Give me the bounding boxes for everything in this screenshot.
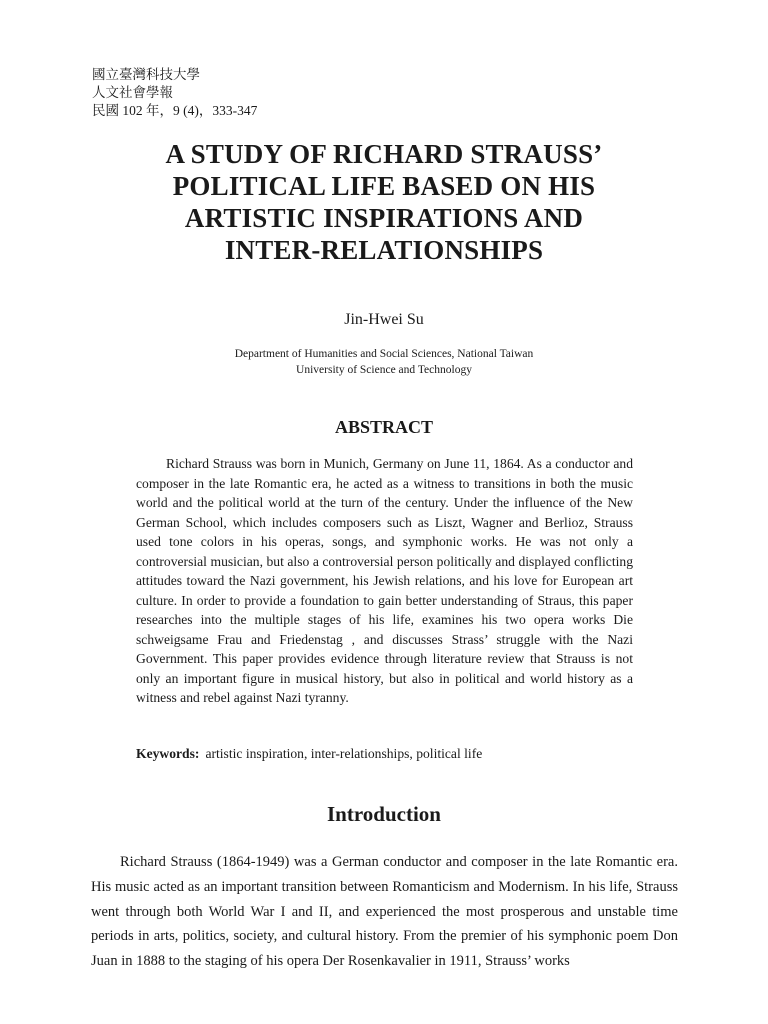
keywords	[136, 744, 633, 763]
journal-issue: 民國 102 年，9 (4)，333-347	[92, 103, 258, 118]
affiliation-line-2: University of Science and Technology	[296, 364, 472, 376]
affiliation-line-1: Department of Humanities and Social Sciences, National Taiwan	[234, 348, 534, 360]
introduction-text: Richard Strauss (1864-1949) was a German conductor and composer in the late Romantic era. His music acted as an important transition between Romanticism and Modernism. In his life, Strauss went through both World War I and II, and experienced the most prosperous and unstable time periods in arts, politics, society, and cultural history. From the premier of his symphonic poem Don Juan in 1888 to the staging of his opera Der Rosenkavalier in 1911, Strauss’ works	[91, 854, 678, 970]
title-line-2: POLITICAL LIFE BASED ON HIS	[172, 171, 596, 201]
title-line-1: A STUDY OF RICHARD STRAUSS’	[165, 139, 603, 169]
author-affiliation	[0, 346, 768, 378]
paper-title	[100, 138, 668, 266]
journal-header	[92, 66, 257, 120]
author-name: Jin-Hwei Su	[344, 311, 424, 328]
title-line-3: ARTISTIC INSPIRATIONS AND	[184, 203, 584, 233]
title-line-4: INTER-RELATIONSHIPS	[224, 235, 544, 265]
section-heading-introduction: Introduction	[327, 802, 441, 826]
keywords-label: Keywords:	[136, 746, 200, 761]
abstract-heading: ABSTRACT	[334, 417, 434, 437]
abstract-text: Richard Strauss was born in Munich, Germany on June 11, 1864. As a conductor and composer in the late Romantic era, he acted as a witness to transitions in both the music world and the political world at the turn of the century. Under the influence of the New German School, which includes composers such as Liszt, Wagner and Berlioz, Strauss used tone colors in his operas, songs, and symphonic works. He was not only a controversial musician, but also a controversial person politically and displayed conflicting attitudes toward the Nazi government, his Jewish relations, and his love for European art culture. In order to provide a foundation to gain better understanding of Straus, this paper researches into the multiple stages of his life, examines his two opera works Die schweigsame Frau and Friedenstag , and discusses Strass’ struggle with the Nazi Government. This paper provides evidence through literature review that Strauss is not only an important figure in musical history, but also in political and world history as a witness and rebel against Nazi tyranny.	[136, 456, 633, 705]
journal-university: 國立臺灣科技大學	[92, 67, 200, 82]
journal-name: 人文社會學報	[92, 85, 173, 100]
keywords-text: artistic inspiration, inter-relationships, political life	[205, 746, 483, 761]
